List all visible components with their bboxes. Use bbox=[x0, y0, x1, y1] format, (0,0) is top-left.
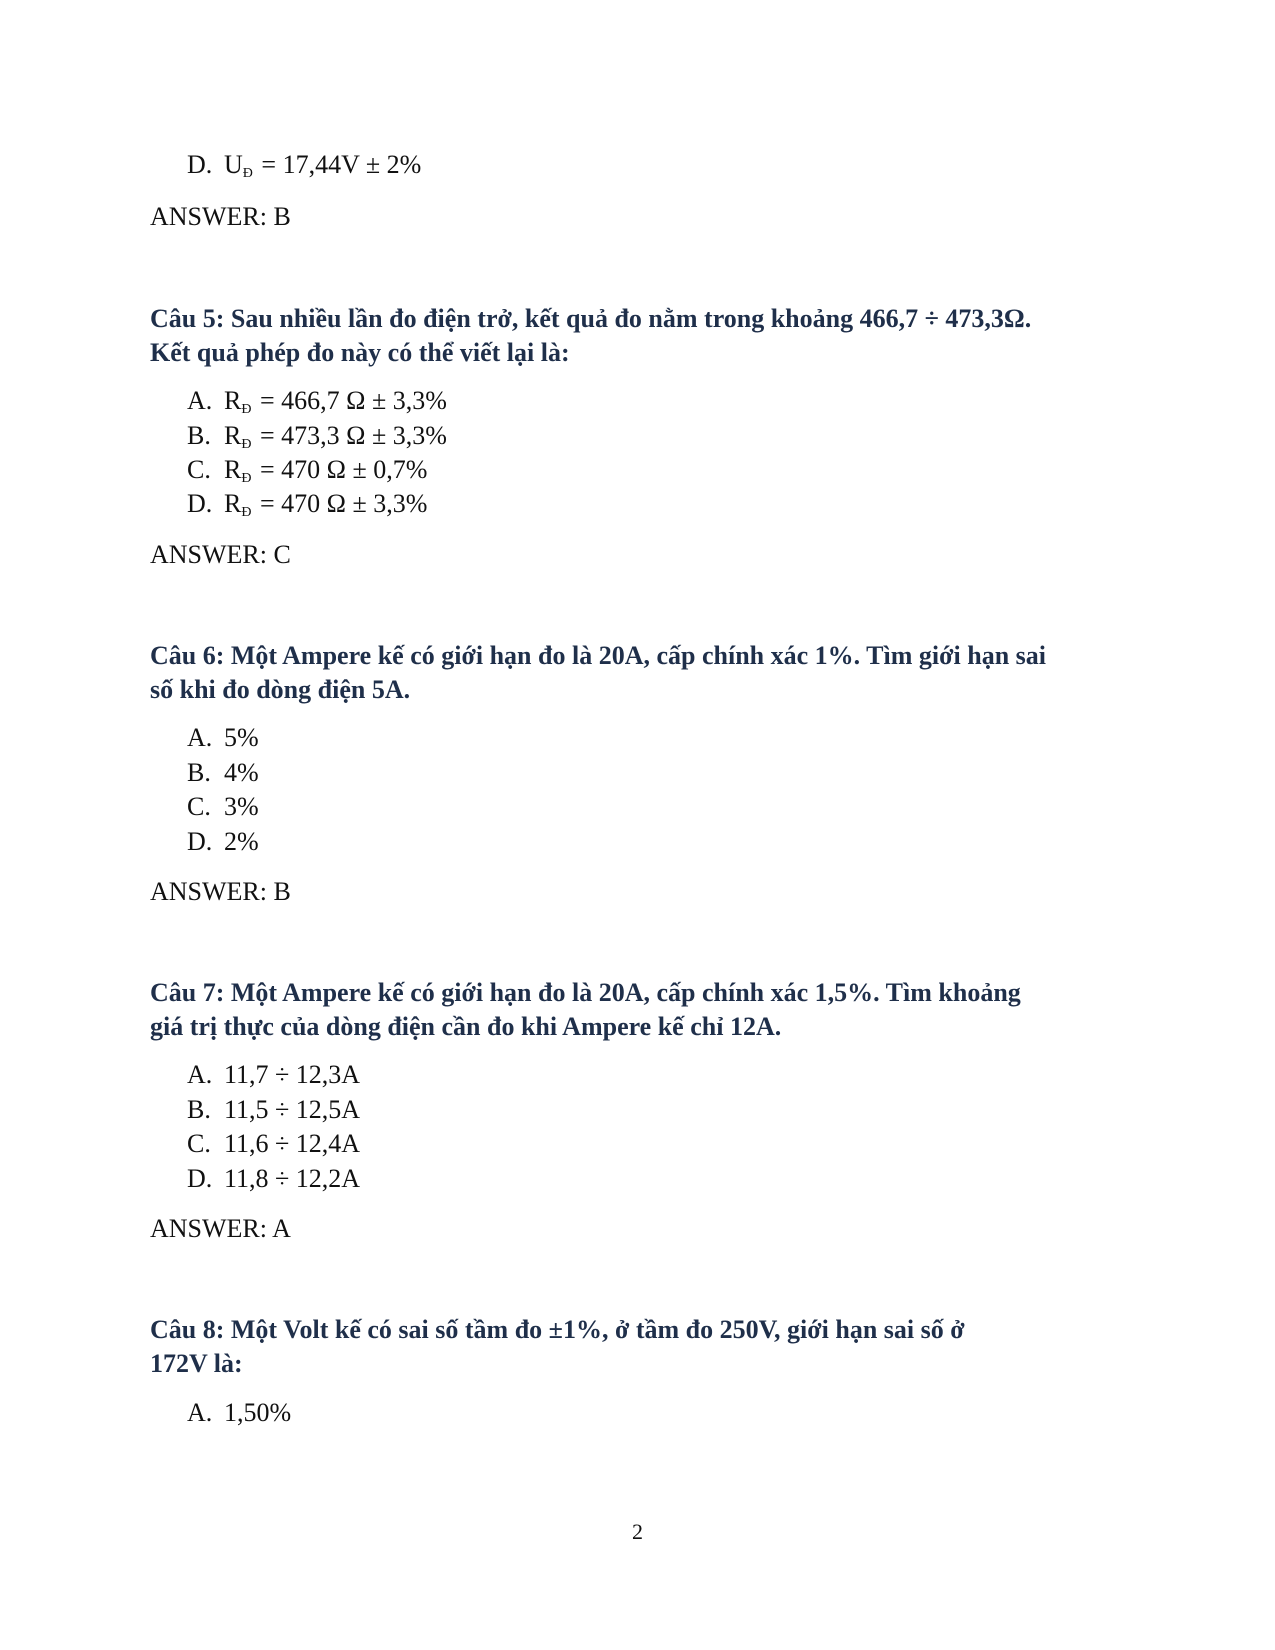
answer-line: ANSWER: B bbox=[150, 877, 291, 906]
question-5-title bbox=[150, 302, 1140, 370]
option-b bbox=[187, 1093, 360, 1127]
option-letter: B. bbox=[187, 758, 211, 787]
option-text: = 17,44V ± 2% bbox=[254, 150, 422, 179]
answer-line: ANSWER: A bbox=[150, 1214, 291, 1243]
option-b bbox=[187, 756, 259, 790]
option-letter: D. bbox=[187, 827, 213, 856]
question-title-line: 172V là: bbox=[150, 1349, 243, 1378]
option-letter: A. bbox=[187, 1398, 213, 1427]
question-title-line: giá trị thực của dòng điện cần đo khi Ampere kế chỉ 12A. bbox=[150, 1012, 782, 1041]
option-subscript: Đ bbox=[241, 471, 252, 486]
option-text: 1,50% bbox=[224, 1398, 292, 1427]
question-title-line: số khi đo dòng điện 5A. bbox=[150, 675, 411, 704]
question-title-line: Câu 7: Một Ampere kế có giới hạn đo là 20A, cấp chính xác 1,5%. Tìm khoảng bbox=[150, 978, 1021, 1007]
option-a bbox=[187, 721, 259, 755]
option-text: 11,8 ÷ 12,2A bbox=[224, 1164, 361, 1193]
option-a bbox=[187, 1396, 291, 1430]
option-text: 3% bbox=[224, 792, 259, 821]
option-d bbox=[187, 825, 259, 859]
option-text: 11,7 ÷ 12,3A bbox=[224, 1060, 361, 1089]
option-text: 5% bbox=[224, 723, 259, 752]
option-symbol: R bbox=[224, 421, 242, 450]
question-6-title bbox=[150, 639, 1140, 707]
question-8-title bbox=[150, 1313, 1140, 1381]
option-d bbox=[187, 487, 427, 530]
option-text: 11,5 ÷ 12,5A bbox=[224, 1095, 361, 1124]
option-c bbox=[187, 1127, 360, 1161]
option-subscript: Đ bbox=[241, 437, 252, 452]
option-symbol: R bbox=[224, 455, 242, 484]
option-text: = 470 Ω ± 3,3% bbox=[253, 489, 428, 518]
option-letter: D. bbox=[187, 150, 213, 179]
option-text: 4% bbox=[224, 758, 259, 787]
option-letter: C. bbox=[187, 792, 211, 821]
option-symbol: U bbox=[224, 150, 243, 179]
option-letter: A. bbox=[187, 723, 213, 752]
option-subscript: Đ bbox=[242, 166, 253, 181]
question-title-line: Câu 6: Một Ampere kế có giới hạn đo là 20A, cấp chính xác 1%. Tìm giới hạn sai bbox=[150, 641, 1047, 670]
option-text: = 473,3 Ω ± 3,3% bbox=[253, 421, 447, 450]
option-letter: B. bbox=[187, 1095, 211, 1124]
option-text: 11,6 ÷ 12,4A bbox=[224, 1129, 361, 1158]
option-symbol: R bbox=[224, 489, 242, 518]
answer-line: ANSWER: B bbox=[150, 202, 291, 231]
option-a bbox=[187, 1058, 360, 1092]
option-letter: A. bbox=[187, 1060, 213, 1089]
option-subscript: Đ bbox=[241, 402, 252, 417]
option-text: = 466,7 Ω ± 3,3% bbox=[253, 386, 447, 415]
option-letter: D. bbox=[187, 1164, 213, 1193]
page-number: 2 bbox=[632, 1519, 643, 1544]
option-d bbox=[187, 1162, 360, 1196]
option-text: 2% bbox=[224, 827, 259, 856]
option-text: = 470 Ω ± 0,7% bbox=[253, 455, 428, 484]
option-letter: C. bbox=[187, 455, 211, 484]
option-letter: A. bbox=[187, 386, 213, 415]
option-d bbox=[187, 148, 421, 191]
option-letter: B. bbox=[187, 421, 211, 450]
question-7-title bbox=[150, 976, 1140, 1044]
option-symbol: R bbox=[224, 386, 242, 415]
option-subscript: Đ bbox=[241, 505, 252, 520]
option-c bbox=[187, 790, 259, 824]
question-title-line: Câu 8: Một Volt kế có sai số tầm đo ±1%, ở tầm đo 250V, giới hạn sai số ở bbox=[150, 1315, 965, 1344]
question-title-line: Kết quả phép đo này có thể viết lại là: bbox=[150, 338, 570, 367]
question-title-line: Câu 5: Sau nhiều lần đo điện trở, kết quả đo nằm trong khoảng 466,7 ÷ 473,3Ω. bbox=[150, 304, 1032, 333]
option-letter: C. bbox=[187, 1129, 211, 1158]
option-letter: D. bbox=[187, 489, 213, 518]
answer-line: ANSWER: C bbox=[150, 540, 291, 569]
